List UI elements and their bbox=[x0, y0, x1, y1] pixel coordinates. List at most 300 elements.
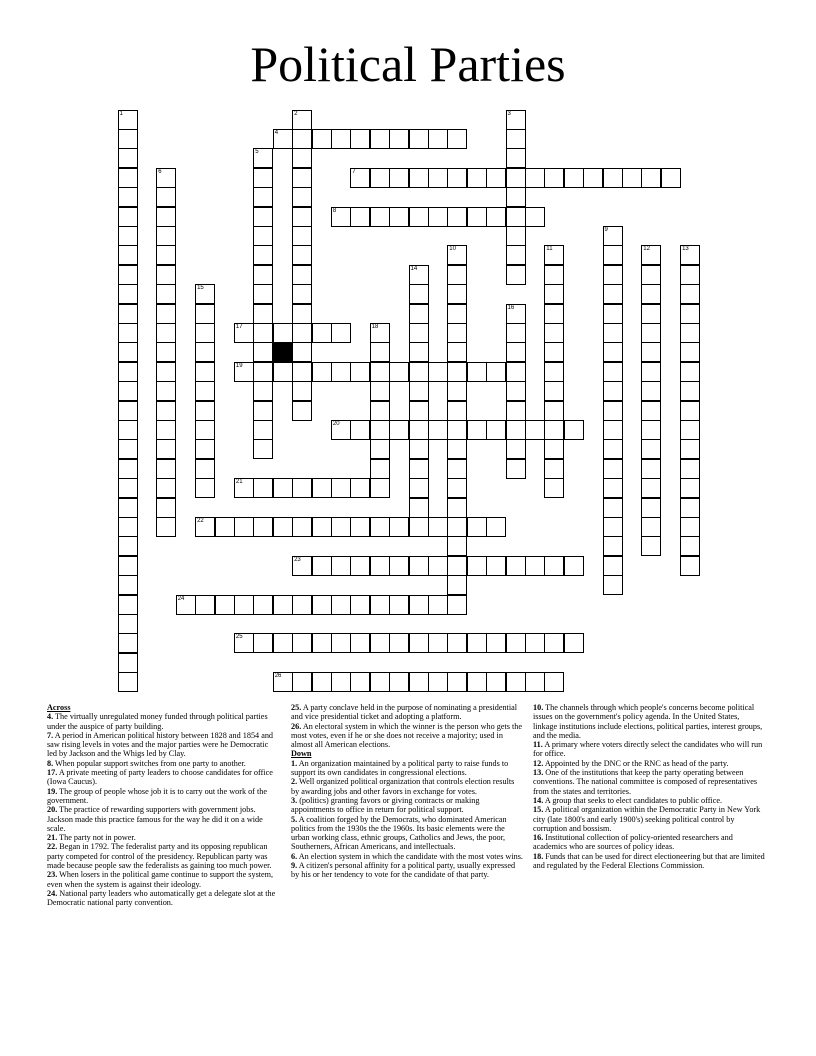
grid-cell[interactable] bbox=[156, 226, 176, 246]
grid-cell[interactable] bbox=[641, 439, 661, 459]
grid-cell[interactable] bbox=[292, 323, 312, 343]
grid-cell[interactable] bbox=[467, 168, 487, 188]
grid-cell[interactable] bbox=[603, 226, 623, 246]
grid-cell[interactable] bbox=[195, 420, 215, 440]
grid-cell[interactable] bbox=[409, 284, 429, 304]
grid-cell[interactable] bbox=[680, 459, 700, 479]
grid-cell[interactable] bbox=[273, 362, 293, 382]
grid-cell[interactable] bbox=[370, 323, 390, 343]
grid-cell[interactable] bbox=[447, 284, 467, 304]
grid-cell[interactable] bbox=[292, 381, 312, 401]
grid-cell[interactable] bbox=[467, 633, 487, 653]
grid-cell[interactable] bbox=[680, 265, 700, 285]
grid-cell[interactable] bbox=[118, 556, 138, 576]
grid-cell[interactable] bbox=[292, 226, 312, 246]
grid-cell[interactable] bbox=[467, 556, 487, 576]
grid-cell[interactable] bbox=[506, 323, 526, 343]
grid-cell[interactable] bbox=[331, 595, 351, 615]
grid-cell[interactable] bbox=[641, 420, 661, 440]
grid-cell[interactable] bbox=[661, 168, 681, 188]
grid-cell[interactable] bbox=[544, 304, 564, 324]
grid-cell[interactable] bbox=[195, 401, 215, 421]
grid-cell[interactable] bbox=[680, 304, 700, 324]
grid-cell[interactable] bbox=[409, 672, 429, 692]
grid-cell[interactable] bbox=[506, 245, 526, 265]
grid-cell[interactable] bbox=[680, 362, 700, 382]
grid-cell[interactable] bbox=[370, 129, 390, 149]
grid-cell[interactable] bbox=[195, 478, 215, 498]
grid-cell[interactable] bbox=[156, 401, 176, 421]
grid-cell[interactable] bbox=[118, 614, 138, 634]
grid-cell[interactable] bbox=[486, 362, 506, 382]
grid-cell[interactable] bbox=[118, 633, 138, 653]
grid-cell[interactable] bbox=[544, 245, 564, 265]
grid-cell[interactable] bbox=[118, 536, 138, 556]
grid-cell[interactable] bbox=[253, 226, 273, 246]
grid-cell[interactable] bbox=[118, 207, 138, 227]
grid-cell[interactable] bbox=[409, 168, 429, 188]
grid-cell[interactable] bbox=[641, 168, 661, 188]
grid-cell[interactable] bbox=[253, 207, 273, 227]
grid-cell[interactable] bbox=[680, 381, 700, 401]
grid-cell[interactable] bbox=[292, 187, 312, 207]
grid-cell[interactable] bbox=[447, 575, 467, 595]
grid-cell[interactable] bbox=[253, 478, 273, 498]
grid-cell[interactable] bbox=[409, 342, 429, 362]
grid-cell[interactable] bbox=[544, 381, 564, 401]
grid-cell[interactable] bbox=[312, 362, 332, 382]
grid-cell[interactable] bbox=[641, 323, 661, 343]
grid-cell[interactable] bbox=[370, 478, 390, 498]
grid-cell[interactable] bbox=[603, 168, 623, 188]
grid-cell[interactable] bbox=[350, 420, 370, 440]
grid-cell[interactable] bbox=[641, 478, 661, 498]
grid-cell[interactable] bbox=[156, 478, 176, 498]
grid-cell[interactable] bbox=[467, 362, 487, 382]
grid-cell[interactable] bbox=[312, 672, 332, 692]
grid-cell[interactable] bbox=[253, 439, 273, 459]
grid-cell[interactable] bbox=[680, 536, 700, 556]
grid-cell[interactable] bbox=[118, 129, 138, 149]
grid-cell[interactable] bbox=[156, 245, 176, 265]
grid-cell[interactable] bbox=[680, 323, 700, 343]
grid-cell[interactable] bbox=[641, 342, 661, 362]
grid-cell[interactable] bbox=[564, 633, 584, 653]
grid-cell[interactable] bbox=[389, 168, 409, 188]
grid-cell[interactable] bbox=[525, 672, 545, 692]
grid-cell[interactable] bbox=[447, 633, 467, 653]
grid-cell[interactable] bbox=[486, 672, 506, 692]
grid-cell[interactable] bbox=[370, 381, 390, 401]
grid-cell[interactable] bbox=[428, 517, 448, 537]
grid-cell[interactable] bbox=[603, 575, 623, 595]
grid-cell[interactable] bbox=[603, 265, 623, 285]
grid-cell[interactable] bbox=[370, 362, 390, 382]
grid-cell[interactable] bbox=[370, 459, 390, 479]
grid-cell[interactable] bbox=[273, 323, 293, 343]
grid-cell[interactable] bbox=[350, 517, 370, 537]
grid-cell[interactable] bbox=[215, 517, 235, 537]
grid-cell[interactable] bbox=[447, 556, 467, 576]
grid-cell[interactable] bbox=[253, 633, 273, 653]
grid-cell[interactable] bbox=[564, 556, 584, 576]
grid-cell[interactable] bbox=[409, 323, 429, 343]
grid-cell[interactable] bbox=[118, 304, 138, 324]
grid-cell[interactable] bbox=[195, 459, 215, 479]
grid-cell[interactable] bbox=[641, 265, 661, 285]
grid-cell[interactable] bbox=[118, 168, 138, 188]
grid-cell[interactable] bbox=[118, 362, 138, 382]
grid-cell[interactable] bbox=[486, 517, 506, 537]
grid-cell[interactable] bbox=[389, 207, 409, 227]
grid-cell[interactable] bbox=[467, 517, 487, 537]
grid-cell[interactable] bbox=[370, 672, 390, 692]
grid-cell[interactable] bbox=[447, 168, 467, 188]
grid-cell[interactable] bbox=[564, 420, 584, 440]
grid-cell[interactable] bbox=[331, 633, 351, 653]
grid-cell[interactable] bbox=[389, 672, 409, 692]
grid-cell[interactable] bbox=[331, 129, 351, 149]
grid-cell[interactable] bbox=[603, 323, 623, 343]
grid-cell[interactable] bbox=[603, 342, 623, 362]
grid-cell[interactable] bbox=[641, 304, 661, 324]
grid-cell[interactable] bbox=[118, 187, 138, 207]
grid-cell[interactable] bbox=[118, 459, 138, 479]
grid-cell[interactable] bbox=[389, 517, 409, 537]
grid-cell[interactable] bbox=[253, 420, 273, 440]
grid-cell[interactable] bbox=[118, 478, 138, 498]
grid-cell[interactable] bbox=[292, 168, 312, 188]
grid-cell[interactable] bbox=[409, 265, 429, 285]
grid-cell[interactable] bbox=[156, 323, 176, 343]
grid-cell[interactable] bbox=[118, 342, 138, 362]
grid-cell[interactable] bbox=[525, 420, 545, 440]
grid-cell[interactable] bbox=[447, 323, 467, 343]
grid-cell[interactable] bbox=[273, 595, 293, 615]
grid-cell[interactable] bbox=[292, 633, 312, 653]
grid-cell[interactable] bbox=[118, 575, 138, 595]
grid-cell[interactable] bbox=[467, 420, 487, 440]
grid-cell[interactable] bbox=[292, 245, 312, 265]
grid-cell[interactable] bbox=[331, 420, 351, 440]
grid-cell[interactable] bbox=[273, 633, 293, 653]
grid-cell[interactable] bbox=[253, 187, 273, 207]
grid-cell[interactable] bbox=[506, 148, 526, 168]
grid-cell[interactable] bbox=[292, 207, 312, 227]
grid-cell[interactable] bbox=[118, 245, 138, 265]
grid-cell[interactable] bbox=[506, 401, 526, 421]
grid-cell[interactable] bbox=[680, 517, 700, 537]
grid-cell[interactable] bbox=[273, 672, 293, 692]
grid-cell[interactable] bbox=[195, 284, 215, 304]
grid-cell[interactable] bbox=[544, 633, 564, 653]
grid-cell[interactable] bbox=[409, 517, 429, 537]
grid-cell[interactable] bbox=[350, 672, 370, 692]
grid-cell[interactable] bbox=[195, 342, 215, 362]
grid-cell[interactable] bbox=[370, 342, 390, 362]
grid-cell[interactable] bbox=[544, 284, 564, 304]
grid-cell[interactable] bbox=[486, 633, 506, 653]
grid-cell[interactable] bbox=[544, 342, 564, 362]
grid-cell[interactable] bbox=[253, 284, 273, 304]
grid-cell[interactable] bbox=[292, 304, 312, 324]
grid-cell[interactable] bbox=[603, 401, 623, 421]
grid-cell[interactable] bbox=[409, 129, 429, 149]
grid-cell[interactable] bbox=[641, 459, 661, 479]
grid-cell[interactable] bbox=[292, 129, 312, 149]
grid-cell[interactable] bbox=[622, 168, 642, 188]
grid-cell[interactable] bbox=[447, 342, 467, 362]
grid-cell[interactable] bbox=[447, 672, 467, 692]
grid-cell[interactable] bbox=[118, 653, 138, 673]
grid-cell[interactable] bbox=[292, 401, 312, 421]
grid-cell[interactable] bbox=[447, 517, 467, 537]
grid-cell[interactable] bbox=[525, 207, 545, 227]
grid-cell[interactable] bbox=[409, 362, 429, 382]
grid-cell[interactable] bbox=[273, 478, 293, 498]
grid-cell[interactable] bbox=[312, 129, 332, 149]
grid-cell[interactable] bbox=[350, 168, 370, 188]
grid-cell[interactable] bbox=[641, 517, 661, 537]
grid-cell[interactable] bbox=[234, 517, 254, 537]
grid-cell[interactable] bbox=[603, 420, 623, 440]
grid-cell[interactable] bbox=[312, 478, 332, 498]
grid-cell[interactable] bbox=[506, 110, 526, 130]
grid-cell[interactable] bbox=[680, 478, 700, 498]
grid-cell[interactable] bbox=[331, 556, 351, 576]
grid-cell[interactable] bbox=[331, 517, 351, 537]
grid-cell[interactable] bbox=[215, 595, 235, 615]
grid-cell[interactable] bbox=[447, 478, 467, 498]
grid-cell[interactable] bbox=[234, 323, 254, 343]
grid-cell[interactable] bbox=[312, 633, 332, 653]
grid-cell[interactable] bbox=[467, 672, 487, 692]
grid-cell[interactable] bbox=[409, 420, 429, 440]
grid-cell[interactable] bbox=[428, 420, 448, 440]
grid-cell[interactable] bbox=[603, 517, 623, 537]
grid-cell[interactable] bbox=[641, 284, 661, 304]
grid-cell[interactable] bbox=[680, 556, 700, 576]
grid-cell[interactable] bbox=[370, 401, 390, 421]
grid-cell[interactable] bbox=[195, 439, 215, 459]
grid-cell[interactable] bbox=[603, 362, 623, 382]
grid-cell[interactable] bbox=[506, 187, 526, 207]
grid-cell[interactable] bbox=[428, 556, 448, 576]
grid-cell[interactable] bbox=[409, 595, 429, 615]
grid-cell[interactable] bbox=[680, 342, 700, 362]
grid-cell[interactable] bbox=[331, 672, 351, 692]
grid-cell[interactable] bbox=[467, 207, 487, 227]
grid-cell[interactable] bbox=[428, 362, 448, 382]
grid-cell[interactable] bbox=[253, 323, 273, 343]
grid-cell[interactable] bbox=[389, 595, 409, 615]
grid-cell[interactable] bbox=[506, 439, 526, 459]
grid-cell[interactable] bbox=[331, 362, 351, 382]
grid-cell[interactable] bbox=[118, 420, 138, 440]
grid-cell[interactable] bbox=[370, 420, 390, 440]
grid-cell[interactable] bbox=[506, 362, 526, 382]
grid-cell[interactable] bbox=[118, 672, 138, 692]
grid-cell[interactable] bbox=[370, 439, 390, 459]
grid-cell[interactable] bbox=[544, 362, 564, 382]
grid-cell[interactable] bbox=[253, 245, 273, 265]
grid-cell[interactable] bbox=[447, 265, 467, 285]
grid-cell[interactable] bbox=[292, 362, 312, 382]
grid-cell[interactable] bbox=[389, 556, 409, 576]
grid-cell[interactable] bbox=[447, 362, 467, 382]
grid-cell[interactable] bbox=[506, 459, 526, 479]
grid-cell[interactable] bbox=[292, 110, 312, 130]
grid-cell[interactable] bbox=[156, 187, 176, 207]
grid-cell[interactable] bbox=[118, 381, 138, 401]
grid-cell[interactable] bbox=[350, 556, 370, 576]
grid-cell[interactable] bbox=[506, 207, 526, 227]
grid-cell[interactable] bbox=[292, 556, 312, 576]
grid-cell[interactable] bbox=[156, 362, 176, 382]
grid-cell[interactable] bbox=[680, 401, 700, 421]
grid-cell[interactable] bbox=[506, 226, 526, 246]
grid-cell[interactable] bbox=[603, 556, 623, 576]
grid-cell[interactable] bbox=[641, 381, 661, 401]
grid-cell[interactable] bbox=[195, 362, 215, 382]
grid-cell[interactable] bbox=[486, 168, 506, 188]
grid-cell[interactable] bbox=[370, 633, 390, 653]
grid-cell[interactable] bbox=[409, 459, 429, 479]
grid-cell[interactable] bbox=[118, 439, 138, 459]
grid-cell[interactable] bbox=[603, 536, 623, 556]
grid-cell[interactable] bbox=[428, 168, 448, 188]
grid-cell[interactable] bbox=[447, 401, 467, 421]
grid-cell[interactable] bbox=[544, 478, 564, 498]
grid-cell[interactable] bbox=[544, 420, 564, 440]
grid-cell[interactable] bbox=[428, 672, 448, 692]
grid-cell[interactable] bbox=[680, 439, 700, 459]
grid-cell[interactable] bbox=[680, 498, 700, 518]
grid-cell[interactable] bbox=[156, 439, 176, 459]
grid-cell[interactable] bbox=[312, 517, 332, 537]
grid-cell[interactable] bbox=[156, 284, 176, 304]
grid-cell[interactable] bbox=[350, 129, 370, 149]
grid-cell[interactable] bbox=[447, 439, 467, 459]
grid-cell[interactable] bbox=[253, 148, 273, 168]
grid-cell[interactable] bbox=[409, 633, 429, 653]
grid-cell[interactable] bbox=[447, 595, 467, 615]
grid-cell[interactable] bbox=[389, 129, 409, 149]
grid-cell[interactable] bbox=[118, 226, 138, 246]
grid-cell[interactable] bbox=[409, 556, 429, 576]
grid-cell[interactable] bbox=[253, 304, 273, 324]
grid-cell[interactable] bbox=[370, 595, 390, 615]
grid-cell[interactable] bbox=[195, 304, 215, 324]
grid-cell[interactable] bbox=[544, 401, 564, 421]
grid-cell[interactable] bbox=[603, 245, 623, 265]
grid-cell[interactable] bbox=[312, 556, 332, 576]
grid-cell[interactable] bbox=[118, 401, 138, 421]
grid-cell[interactable] bbox=[641, 498, 661, 518]
grid-cell[interactable] bbox=[156, 459, 176, 479]
grid-cell[interactable] bbox=[641, 245, 661, 265]
grid-cell[interactable] bbox=[273, 517, 293, 537]
grid-cell[interactable] bbox=[156, 381, 176, 401]
grid-cell[interactable] bbox=[544, 439, 564, 459]
grid-cell[interactable] bbox=[331, 323, 351, 343]
grid-cell[interactable] bbox=[544, 556, 564, 576]
grid-cell[interactable] bbox=[118, 265, 138, 285]
grid-cell[interactable] bbox=[118, 323, 138, 343]
grid-cell[interactable] bbox=[234, 633, 254, 653]
grid-cell[interactable] bbox=[486, 207, 506, 227]
grid-cell[interactable] bbox=[506, 168, 526, 188]
grid-cell[interactable] bbox=[506, 556, 526, 576]
grid-cell[interactable] bbox=[118, 595, 138, 615]
grid-cell[interactable] bbox=[156, 207, 176, 227]
grid-cell[interactable] bbox=[253, 381, 273, 401]
grid-cell[interactable] bbox=[603, 284, 623, 304]
grid-cell[interactable] bbox=[428, 633, 448, 653]
grid-cell[interactable] bbox=[118, 148, 138, 168]
grid-cell[interactable] bbox=[525, 633, 545, 653]
grid-cell[interactable] bbox=[156, 265, 176, 285]
grid-cell[interactable] bbox=[195, 381, 215, 401]
grid-cell[interactable] bbox=[273, 129, 293, 149]
grid-cell[interactable] bbox=[447, 420, 467, 440]
grid-cell[interactable] bbox=[253, 595, 273, 615]
grid-cell[interactable] bbox=[447, 304, 467, 324]
grid-cell[interactable] bbox=[506, 633, 526, 653]
grid-cell[interactable] bbox=[331, 478, 351, 498]
grid-cell[interactable] bbox=[389, 633, 409, 653]
grid-cell[interactable] bbox=[506, 342, 526, 362]
grid-cell[interactable] bbox=[603, 304, 623, 324]
grid-cell[interactable] bbox=[118, 110, 138, 130]
grid-cell[interactable] bbox=[447, 207, 467, 227]
grid-cell[interactable] bbox=[641, 536, 661, 556]
grid-cell[interactable] bbox=[234, 478, 254, 498]
grid-cell[interactable] bbox=[544, 459, 564, 479]
grid-cell[interactable] bbox=[525, 556, 545, 576]
grid-cell[interactable] bbox=[525, 168, 545, 188]
grid-cell[interactable] bbox=[195, 323, 215, 343]
grid-cell[interactable] bbox=[253, 265, 273, 285]
grid-cell[interactable] bbox=[428, 207, 448, 227]
grid-cell[interactable] bbox=[370, 168, 390, 188]
grid-cell[interactable] bbox=[447, 381, 467, 401]
grid-cell[interactable] bbox=[350, 362, 370, 382]
grid-cell[interactable] bbox=[409, 439, 429, 459]
grid-cell[interactable] bbox=[544, 672, 564, 692]
grid-cell[interactable] bbox=[409, 498, 429, 518]
grid-cell[interactable] bbox=[292, 265, 312, 285]
grid-cell[interactable] bbox=[641, 362, 661, 382]
grid-cell[interactable] bbox=[156, 304, 176, 324]
grid-cell[interactable] bbox=[253, 362, 273, 382]
grid-cell[interactable] bbox=[292, 595, 312, 615]
grid-cell[interactable] bbox=[409, 401, 429, 421]
grid-cell[interactable] bbox=[486, 420, 506, 440]
grid-cell[interactable] bbox=[603, 439, 623, 459]
grid-cell[interactable] bbox=[544, 265, 564, 285]
grid-cell[interactable] bbox=[544, 168, 564, 188]
grid-cell[interactable] bbox=[409, 207, 429, 227]
grid-cell[interactable] bbox=[195, 517, 215, 537]
grid-cell[interactable] bbox=[603, 478, 623, 498]
grid-cell[interactable] bbox=[292, 342, 312, 362]
grid-cell[interactable] bbox=[506, 129, 526, 149]
grid-cell[interactable] bbox=[447, 129, 467, 149]
grid-cell[interactable] bbox=[156, 517, 176, 537]
grid-cell[interactable] bbox=[312, 595, 332, 615]
grid-cell[interactable] bbox=[447, 536, 467, 556]
